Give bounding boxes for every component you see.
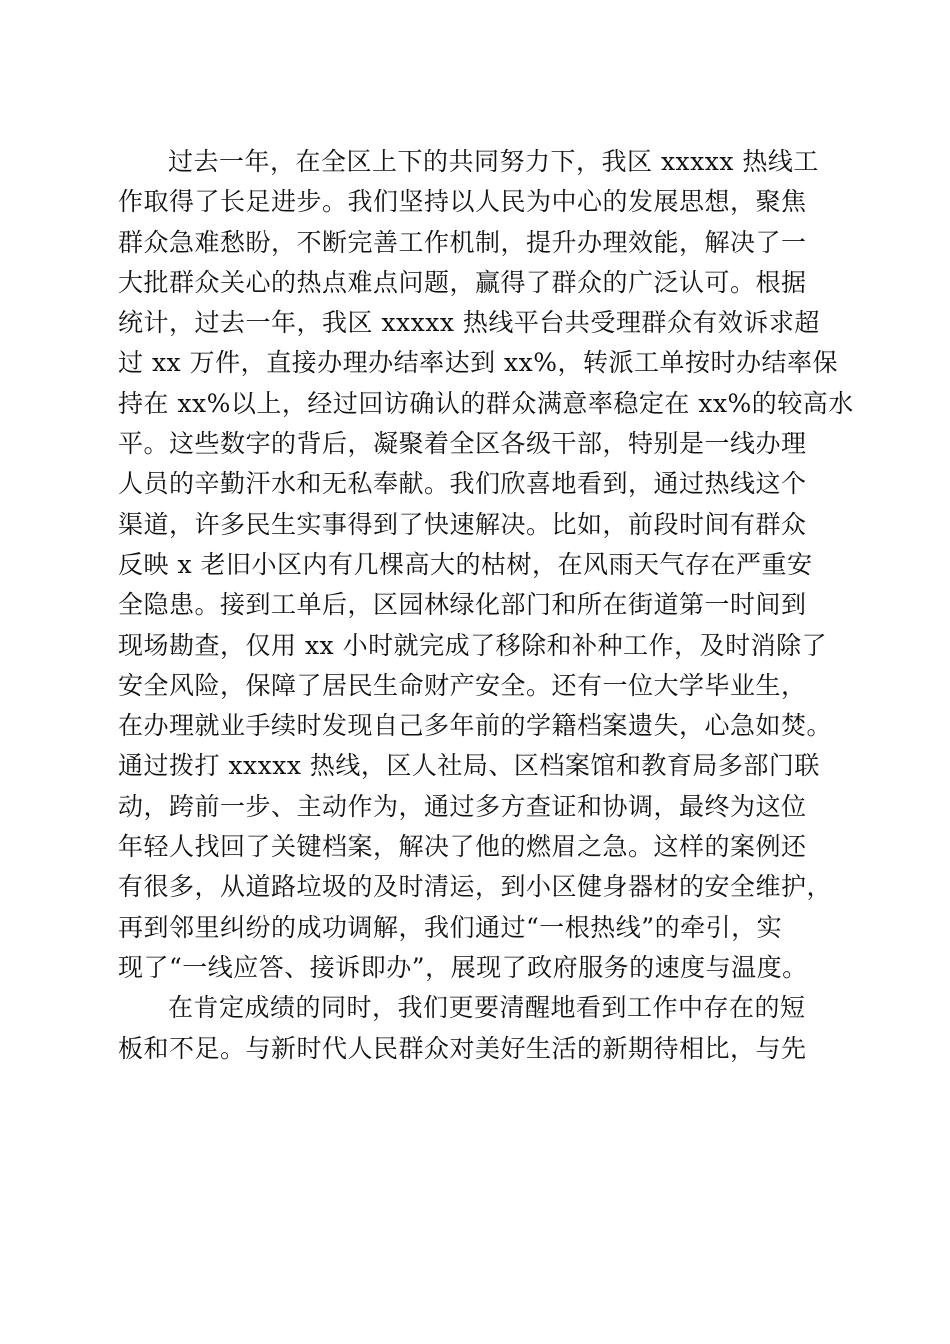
paragraph-line: 渠道，许多民生实事得到了快速解决。比如，前段时间有群众 [118,509,807,539]
paragraph-line: 在办理就业手续时发现自己多年前的学籍档案遗失，心急如焚。 [118,711,833,741]
paragraph-achievements [118,142,854,988]
paragraph-line: 在肯定成绩的同时，我们更要清醒地看到工作中存在的短 [168,993,806,1023]
paragraph-line: 现场勘查，仅用 xx 小时就完成了移除和补种工作，及时消除了 [118,630,828,660]
paragraph-line: 年轻人找回了关键档案，解决了他的燃眉之急。这样的案例还 [118,832,807,862]
paragraph-line: 人员的辛勤汗水和无私奉献。我们欣喜地看到，通过热线这个 [118,469,807,499]
paragraph-line: 过 xx 万件，直接办理办结率达到 xx%，转派工单按时办结率保 [118,348,838,378]
paragraph-line: 板和不足。与新时代人民群众对美好生活的新期待相比，与先 [118,1033,807,1063]
paragraph-line: 群众急难愁盼，不断完善工作机制，提升办理效能，解决了一 [118,227,807,257]
paragraph-line: 过去一年，在全区上下的共同努力下，我区 xxxxx 热线工 [168,147,819,176]
paragraph-line: 大批群众关心的热点难点问题，赢得了群众的广泛认可。根据 [118,267,807,297]
paragraph-line: 统计，过去一年，我区 xxxxx 热线平台共受理群众有效诉求超 [118,308,820,338]
paragraph-line: 现了“一线应答、接诉即办”，展现了政府服务的速度与温度。 [118,952,808,982]
paragraph-line: 有很多，从道路垃圾的及时清运，到小区健身器材的安全维护， [118,872,833,902]
paragraph-line: 持在 xx%以上，经过回访确认的群众满意率稳定在 xx%的较高水 [118,388,854,418]
paragraph-line: 全隐患。接到工单后，区园林绿化部门和所在街道第一时间到 [118,590,807,620]
paragraph-line: 平。这些数字的背后，凝聚着全区各级干部，特别是一线办理 [118,429,807,459]
paragraph-line: 反映 x 老旧小区内有几棵高大的枯树，在风雨天气存在严重安 [118,549,813,579]
paragraph-line: 再到邻里纠纷的成功调解，我们通过“一根热线”的牵引，实 [118,912,783,942]
paragraph-shortcomings [118,988,848,1069]
paragraph-line: 作取得了长足进步。我们坚持以人民为中心的发展思想，聚焦 [118,187,807,217]
body-text [118,142,854,1069]
paragraph-line: 安全风险，保障了居民生命财产安全。还有一位大学毕业生， [118,670,807,700]
paragraph-line: 动，跨前一步、主动作为，通过多方查证和协调，最终为这位 [118,791,807,821]
paragraph-line: 通过拨打 xxxxx 热线，区人社局、区档案馆和教育局多部门联 [118,751,820,781]
